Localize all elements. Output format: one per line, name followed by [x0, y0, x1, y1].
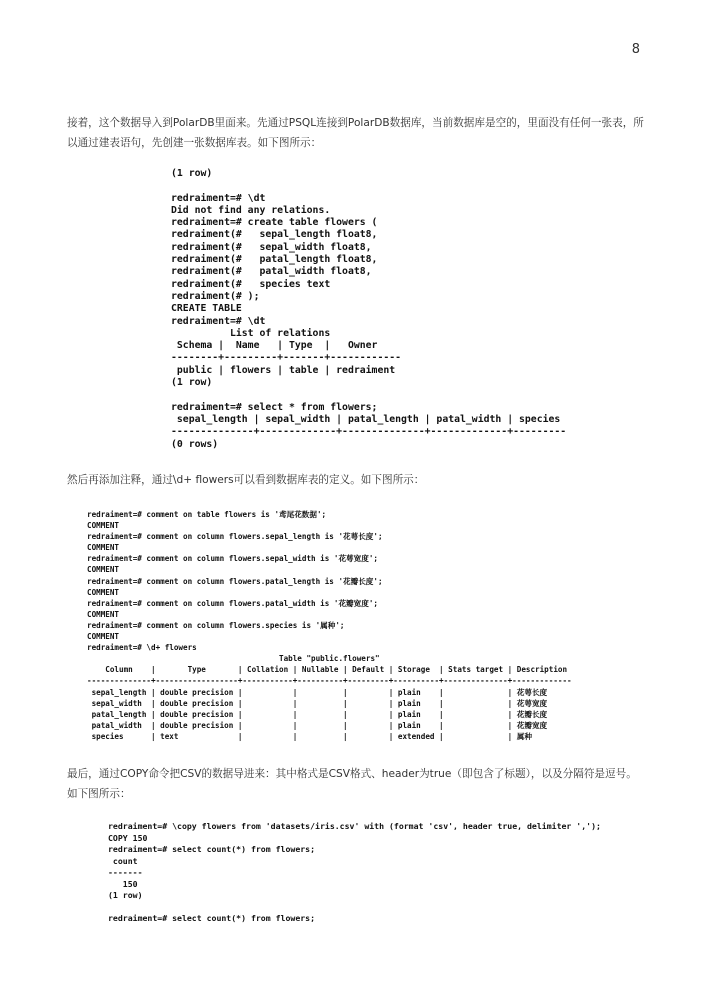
code-line	[108, 902, 601, 914]
code-line: redraiment(# sepal_width float8,	[171, 241, 372, 253]
code-line: redraiment=# \dt	[171, 192, 266, 204]
code-line: COMMENT	[87, 521, 120, 531]
code-line: (1 row)	[171, 168, 213, 179]
code-line: redraiment=# comment on column flowers.species is '属种';	[87, 620, 345, 630]
code-line: redraiment(# sepal_length float8,	[171, 229, 378, 241]
code-line	[171, 389, 566, 401]
code-line: redraiment(# species text	[171, 278, 331, 290]
code-line: redraiment=# select count(*) from flowers;	[108, 844, 316, 854]
code-line: COMMENT	[87, 543, 120, 553]
code-line: count	[108, 855, 138, 866]
code-line: redraiment=# \copy flowers from 'datasets/iris.csv' with (format 'csv', header true, delimiter ',');	[108, 821, 601, 831]
code-line: redraiment=# comment on column flowers.patal_width is '花瓣宽度';	[87, 598, 378, 608]
code-line: redraiment=# \d+ flowers	[87, 643, 197, 653]
code-line: redraiment=# \dt	[171, 315, 266, 327]
code-line: --------+---------+-------+------------	[171, 352, 402, 364]
code-line: sepal_width | double precision | | | | plain | | 花萼宽度	[87, 698, 548, 708]
code-line: COMMENT	[87, 587, 120, 597]
code-line: COPY 150	[108, 832, 148, 843]
code-line: --------------+------------------+-----------+----------+---------+----------+--------------+-------------	[87, 676, 572, 686]
code-line: CREATE TABLE	[171, 303, 242, 315]
code-line: COMMENT	[87, 609, 120, 619]
code-line	[171, 180, 566, 192]
code-line: public | flowers | table | redraiment	[171, 364, 396, 376]
code-line: 150	[108, 878, 138, 889]
code-line: redraiment=# create table flowers (	[171, 217, 378, 229]
code-line: Table "public.flowers"	[87, 654, 380, 664]
paragraph-intro: 接着，这个数据导入到PolarDB里面来。先通过PSQL连接到PolarDB数据库，当前数据库是空的，里面没有任何一张表，所以通过建表语句，先创建一张数据库表。如下图所示：	[67, 117, 644, 149]
code-line: sepal_length | double precision | | | | plain | | 花萼长度	[87, 687, 548, 697]
code-block-create-table	[171, 168, 566, 451]
code-line: redraiment=# comment on column flowers.patal_length is '花瓣长度';	[87, 576, 383, 586]
code-line: --------------+-------------+--------------+-------------+---------	[171, 426, 567, 438]
code-line: List of relations	[171, 327, 331, 339]
code-line: Did not find any relations.	[171, 204, 331, 216]
code-block-copy	[108, 821, 601, 925]
code-line: redraiment=# select * from flowers;	[171, 401, 378, 413]
code-block-comments	[87, 509, 572, 742]
code-line: redraiment=# comment on column flowers.sepal_width is '花萼宽度';	[87, 554, 378, 564]
code-line: redraiment=# comment on column flowers.sepal_length is '花萼长度';	[87, 532, 383, 542]
code-line: (1 row)	[108, 890, 143, 900]
code-line: redraiment=# select count(*) from flowers;	[108, 913, 316, 923]
paragraph-copy: 最后，通过COPY命令把CSV的数据导进来：其中格式是CSV格式、header为true（即包含了标题），以及分隔符是逗号。如下图所示：	[67, 768, 637, 800]
code-line: redraiment(# patal_width float8,	[171, 266, 372, 278]
page-number: 8	[631, 42, 640, 57]
code-line: redraiment(# patal_length float8,	[171, 254, 378, 266]
code-line: patal_width | double precision | | | | plain | | 花瓣宽度	[87, 720, 548, 730]
code-line: (1 row)	[171, 377, 213, 389]
code-line: species | text | | | | extended | | 属种	[87, 731, 532, 741]
code-line: redraiment=# comment on table flowers is '鸢尾花数据';	[87, 510, 327, 519]
code-line: Column | Type | Collation | Nullable | Default | Storage | Stats target | Description	[87, 665, 568, 675]
code-line: Schema | Name | Type | Owner	[171, 340, 378, 352]
code-line: COMMENT	[87, 632, 120, 642]
paragraph-comments: 然后再添加注释，通过\d+ flowers可以看到数据库表的定义。如下图所示：	[67, 474, 425, 486]
code-line: sepal_length | sepal_width | patal_length | patal_width | species	[171, 413, 561, 425]
code-line: (0 rows)	[171, 438, 219, 450]
code-line: COMMENT	[87, 565, 120, 575]
code-line: patal_length | double precision | | | | plain | | 花瓣长度	[87, 709, 548, 719]
code-line: redraiment(# );	[171, 290, 260, 302]
code-line: -------	[108, 867, 143, 877]
